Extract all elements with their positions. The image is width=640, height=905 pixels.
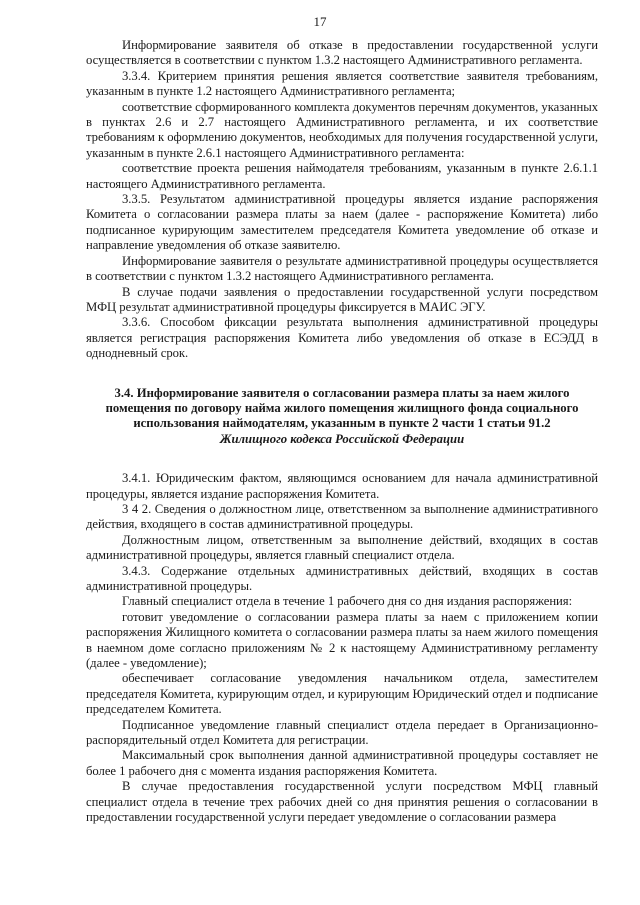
paragraph: 3.3.5. Результатом административной процедуры является издание распоряжения Комитета о согласовании размера платы за наем (далее - распоряжение Комитета) либо подписанное курирующим заместителем председателя Комитета уведомление об отказе и направление уведомления об отказе заявителю. xyxy=(86,192,598,253)
paragraph: В случае подачи заявления о предоставлении государственной услуги посредством МФЦ результат административной процедуры фиксируется в МАИС ЭГУ. xyxy=(86,284,598,314)
paragraph: обеспечивает согласование уведомления начальником отдела, заместителем председателя Комитета, курирующим отдел, и курирующим Юридический отдел и подписание председателем Комитета. xyxy=(86,671,598,717)
page-number: 17 xyxy=(313,14,327,29)
paragraph: Максимальный срок выполнения данной административной процедуры составляет не более 1 рабочего дня с момента издания распоряжения Комитета. xyxy=(86,748,598,778)
paragraph: Главный специалист отдела в течение 1 рабочего дня со дня издания распоряжения: xyxy=(122,594,573,609)
section-heading-text: 3.4. Информирование заявителя о согласовании размера платы за наем жилого помещения по договору найма жилого помещения жилищного фонда социального использования наймодателям, указанным в пункте 2 части 1 статьи 91.2 xyxy=(105,385,579,431)
section-heading xyxy=(96,386,588,448)
section-heading-subtitle: Жилищного кодекса Российской Федерации xyxy=(219,431,465,446)
paragraph: готовит уведомление о согласовании размера платы за наем с приложением копии распоряжения Жилищного комитета о согласовании размера платы за наем жилого помещения в наемном доме согласно приложениям № 2 к настоящему Административному регламенту (далее - уведомление); xyxy=(86,609,598,671)
paragraph: Должностным лицом, ответственным за выполнение действий, входящих в состав административной процедуры, является главный специалист отдела. xyxy=(86,532,598,563)
paragraph: соответствие проекта решения наймодателя требованиям, указанным в пункте 2.6.1.1 настоящего Административного регламента. xyxy=(86,161,598,191)
paragraph: 3 4 2. Сведения о должностном лице, ответственном за выполнение административного действия, входящего в состав административной процедуры. xyxy=(86,501,598,532)
paragraph: соответствие сформированного комплекта документов перечням документов, указанных в пунктах 2.6 и 2.7 настоящего Административного регламента, и их соответствие требованиям к оформлению документов, необходимых для получения государственной услуги, указанным в пункте 2.6.1 настоящего Административного регламента: xyxy=(86,99,598,160)
paragraph: 3.4.3. Содержание отдельных административных действий, входящих в состав административной процедуры. xyxy=(86,563,598,593)
paragraph: 3.4.1. Юридическим фактом, являющимся основанием для начала административной процедуры, является издание распоряжения Комитета. xyxy=(86,471,598,501)
paragraph: Подписанное уведомление главный специалист отдела передает в Организационно-распорядительный отдел Комитета для регистрации. xyxy=(86,717,598,748)
paragraph: В случае предоставления государственной услуги посредством МФЦ главный специалист отдела в течение трех рабочих дней со дня принятия решения о согласовании в предоставлении государственной услуги передает уведомление о согласовании размера xyxy=(86,779,598,825)
paragraph: Информирование заявителя об отказе в предоставлении государственной услуги осуществляется в соответствии с пунктом 1.3.2 настоящего Административного регламента. xyxy=(86,38,598,68)
paragraph: Информирование заявителя о результате административной процедуры осуществляется в соответствии с пунктом 1.3.2 настоящего Административного регламента. xyxy=(86,253,598,284)
paragraph: 3.3.6. Способом фиксации результата выполнения административной процедуры является регистрация распоряжения Комитета либо уведомления об отказе в ЕСЭДД в однодневный срок. xyxy=(86,315,598,361)
paragraph: 3.3.4. Критерием принятия решения является соответствие заявителя требованиям, указанным в пункте 1.2 настоящего Административного регламента; xyxy=(86,68,598,99)
document-body xyxy=(86,38,598,826)
